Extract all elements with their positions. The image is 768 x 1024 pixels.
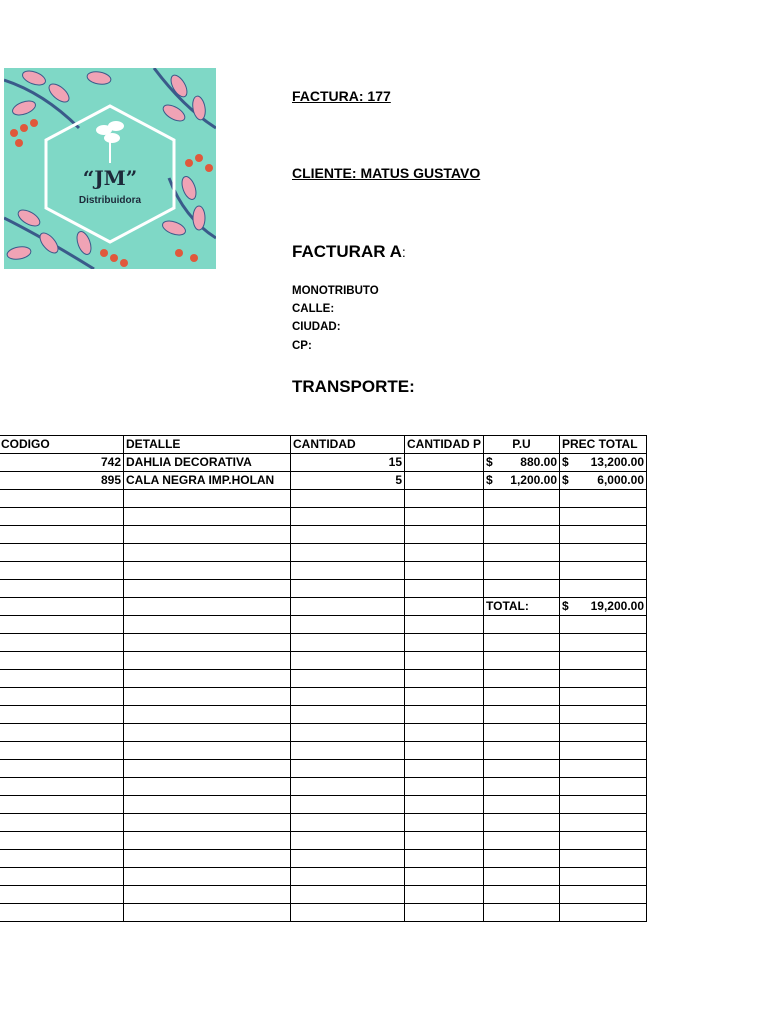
city-label: CIUDAD: — [292, 321, 341, 333]
table-row — [0, 634, 647, 652]
total-amount — [560, 598, 647, 616]
cell-codigo: 742 — [0, 454, 124, 472]
bill-to-label: FACTURAR A — [292, 242, 402, 261]
table-row — [0, 778, 647, 796]
table-row — [0, 832, 647, 850]
postal-code-label: CP: — [292, 340, 312, 352]
transport-heading: TRANSPORTE: — [292, 377, 415, 396]
total-currency: $ — [562, 599, 569, 613]
logo-brand-text: “JM” — [82, 166, 138, 190]
table-row — [0, 616, 647, 634]
cell-cantidad-p — [405, 472, 484, 490]
pt-value: 13,200.00 — [590, 455, 644, 469]
table-row — [0, 796, 647, 814]
street-label: CALLE: — [292, 303, 335, 315]
pt-currency: $ — [562, 473, 569, 487]
header-detalle: DETALLE — [124, 436, 291, 454]
table-row — [0, 868, 647, 886]
cell-cantidad: 15 — [291, 454, 405, 472]
invoice-number: FACTURA: 177 — [292, 88, 391, 104]
cell-codigo: 895 — [0, 472, 124, 490]
bill-to-colon: : — [401, 244, 406, 260]
table-row — [0, 472, 647, 490]
cell-pu — [484, 472, 560, 490]
header-cantidad-p: CANTIDAD P — [405, 436, 484, 454]
table-row — [0, 670, 647, 688]
cell-detalle: DAHLIA DECORATIVA — [124, 454, 291, 472]
table-row — [0, 454, 647, 472]
cell-prec-total — [560, 454, 647, 472]
table-header-row — [0, 436, 647, 454]
pu-value: 880.00 — [520, 455, 557, 469]
header-prec-total: PREC TOTAL — [560, 436, 647, 454]
table-row — [0, 850, 647, 868]
header-pu: P.U — [484, 436, 560, 454]
table-row — [0, 688, 647, 706]
table-row — [0, 724, 647, 742]
table-row — [0, 526, 647, 544]
items-table — [0, 435, 647, 922]
client-name: CLIENTE: MATUS GUSTAVO — [292, 165, 481, 181]
table-row — [0, 742, 647, 760]
pt-currency: $ — [562, 455, 569, 469]
bill-to-heading — [292, 242, 406, 262]
pu-currency: $ — [486, 473, 493, 487]
header-cantidad: CANTIDAD — [291, 436, 405, 454]
total-row — [0, 598, 647, 616]
table-row — [0, 904, 647, 922]
cell-cantidad-p — [405, 454, 484, 472]
logo-sub-text: Distribuidora — [78, 195, 142, 206]
pu-currency: $ — [486, 455, 493, 469]
table-row — [0, 652, 647, 670]
monotributo-label: MONOTRIBUTO — [292, 285, 379, 297]
table-row — [0, 706, 647, 724]
table-row — [0, 814, 647, 832]
company-logo — [4, 68, 216, 269]
cell-detalle: CALA NEGRA IMP.HOLAN — [124, 472, 291, 490]
pu-value: 1,200.00 — [510, 473, 557, 487]
table-row — [0, 544, 647, 562]
table-row — [0, 508, 647, 526]
table-row — [0, 886, 647, 904]
total-value: 19,200.00 — [590, 599, 644, 613]
table-row — [0, 580, 647, 598]
table-row — [0, 490, 647, 508]
cell-pu — [484, 454, 560, 472]
total-label: TOTAL: — [484, 598, 560, 616]
cell-cantidad: 5 — [291, 472, 405, 490]
table-row — [0, 760, 647, 778]
cell-prec-total — [560, 472, 647, 490]
table-row — [0, 562, 647, 580]
header-codigo: CODIGO — [0, 436, 124, 454]
pt-value: 6,000.00 — [597, 473, 644, 487]
